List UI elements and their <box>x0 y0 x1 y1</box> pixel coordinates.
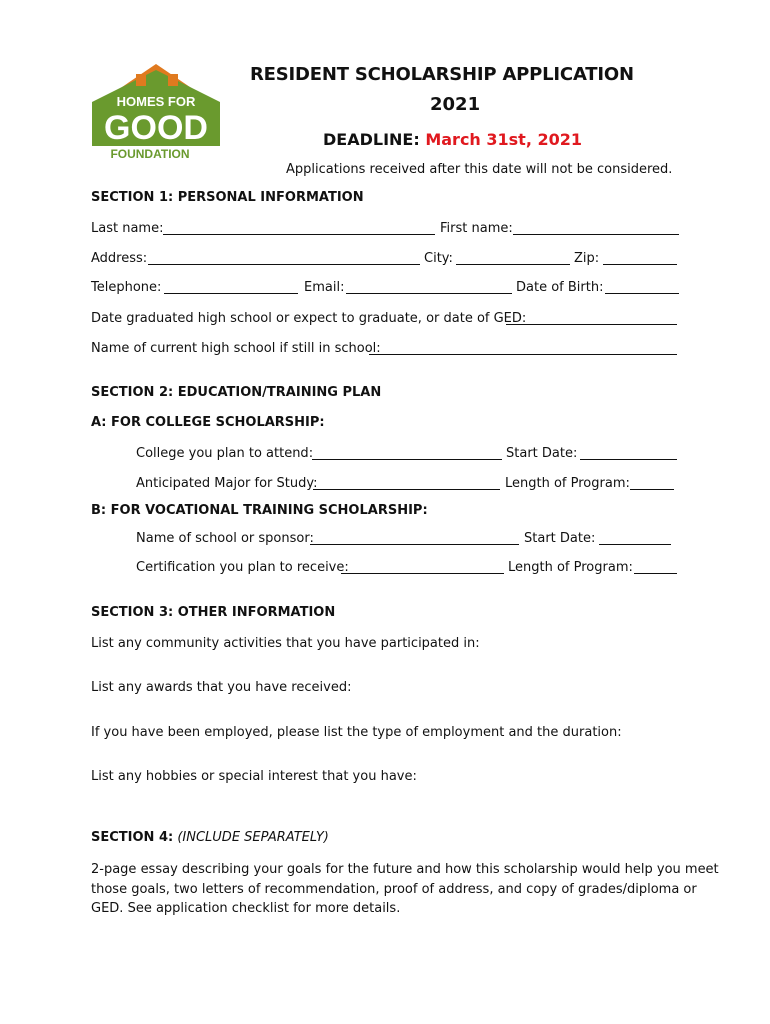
college-heading: A: FOR COLLEGE SCHOLARSHIP: <box>91 415 325 430</box>
certification-label: Certification you plan to receive: <box>136 560 349 575</box>
address-label: Address: <box>91 251 148 266</box>
section4-label: SECTION 4: <box>91 830 174 845</box>
community-activities-prompt: List any community activities that you have participated in: <box>91 636 480 651</box>
college-length-label: Length of Program: <box>505 476 630 491</box>
awards-prompt: List any awards that you have received: <box>91 680 352 695</box>
deadline <box>323 130 582 149</box>
school-sponsor-field[interactable] <box>310 532 519 545</box>
email-field[interactable] <box>346 281 512 294</box>
major-field[interactable] <box>313 477 500 490</box>
graduation-date-field[interactable] <box>506 312 677 325</box>
vocational-length-label: Length of Program: <box>508 560 633 575</box>
email-label: Email: <box>304 280 345 295</box>
college-start-date-label: Start Date: <box>506 446 578 461</box>
college-length-field[interactable] <box>630 477 674 490</box>
deadline-notice: Applications received after this date will not be considered. <box>286 162 673 177</box>
employment-prompt: If you have been employed, please list the type of employment and the duration: <box>91 725 622 740</box>
first-name-field[interactable] <box>513 222 679 235</box>
address-field[interactable] <box>148 252 420 265</box>
vocational-length-field[interactable] <box>634 561 677 574</box>
college-label: College you plan to attend: <box>136 446 314 461</box>
current-school-label: Name of current high school if still in school: <box>91 341 381 356</box>
logo-line3: FOUNDATION <box>110 147 190 161</box>
homes-for-good-logo <box>88 62 224 162</box>
last-name-field[interactable] <box>163 222 435 235</box>
college-start-date-field[interactable] <box>580 447 677 460</box>
graduation-date-label: Date graduated high school or expect to graduate, or date of GED: <box>91 311 527 326</box>
first-name-label: First name: <box>440 221 513 236</box>
zip-field[interactable] <box>603 252 677 265</box>
last-name-label: Last name: <box>91 221 164 236</box>
logo-line2: GOOD <box>104 109 208 147</box>
section4-text-line2: those goals, two letters of recommendation, proof of address, and copy of grades/diploma or <box>91 882 697 897</box>
school-sponsor-label: Name of school or sponsor: <box>136 531 314 546</box>
dob-field[interactable] <box>605 281 679 294</box>
form-title: RESIDENT SCHOLARSHIP APPLICATION <box>250 64 634 85</box>
section2-heading: SECTION 2: EDUCATION/TRAINING PLAN <box>91 385 382 400</box>
hobbies-prompt: List any hobbies or special interest that you have: <box>91 769 417 784</box>
section4-text-line1: 2-page essay describing your goals for the future and how this scholarship would help you meet <box>91 862 719 877</box>
vocational-start-date-field[interactable] <box>599 532 671 545</box>
college-field[interactable] <box>312 447 502 460</box>
current-school-field[interactable] <box>369 342 677 355</box>
major-label: Anticipated Major for Study: <box>136 476 318 491</box>
certification-field[interactable] <box>341 561 504 574</box>
city-label: City: <box>424 251 453 266</box>
zip-label: Zip: <box>574 251 600 266</box>
telephone-label: Telephone: <box>91 280 162 295</box>
dob-label: Date of Birth: <box>516 280 604 295</box>
section4-heading <box>91 830 329 845</box>
city-field[interactable] <box>456 252 570 265</box>
vocational-start-date-label: Start Date: <box>524 531 596 546</box>
logo-line1: HOMES FOR <box>116 94 196 109</box>
vocational-heading: B: FOR VOCATIONAL TRAINING SCHOLARSHIP: <box>91 503 428 518</box>
section4-text-line3: GED. See application checklist for more details. <box>91 901 401 916</box>
section1-heading: SECTION 1: PERSONAL INFORMATION <box>91 190 364 205</box>
telephone-field[interactable] <box>164 281 298 294</box>
deadline-date: March 31st, 2021 <box>425 130 582 149</box>
section3-heading: SECTION 3: OTHER INFORMATION <box>91 605 336 620</box>
deadline-label: DEADLINE: <box>323 130 420 149</box>
section4-note: (INCLUDE SEPARATELY) <box>177 830 329 845</box>
form-year: 2021 <box>430 94 481 115</box>
